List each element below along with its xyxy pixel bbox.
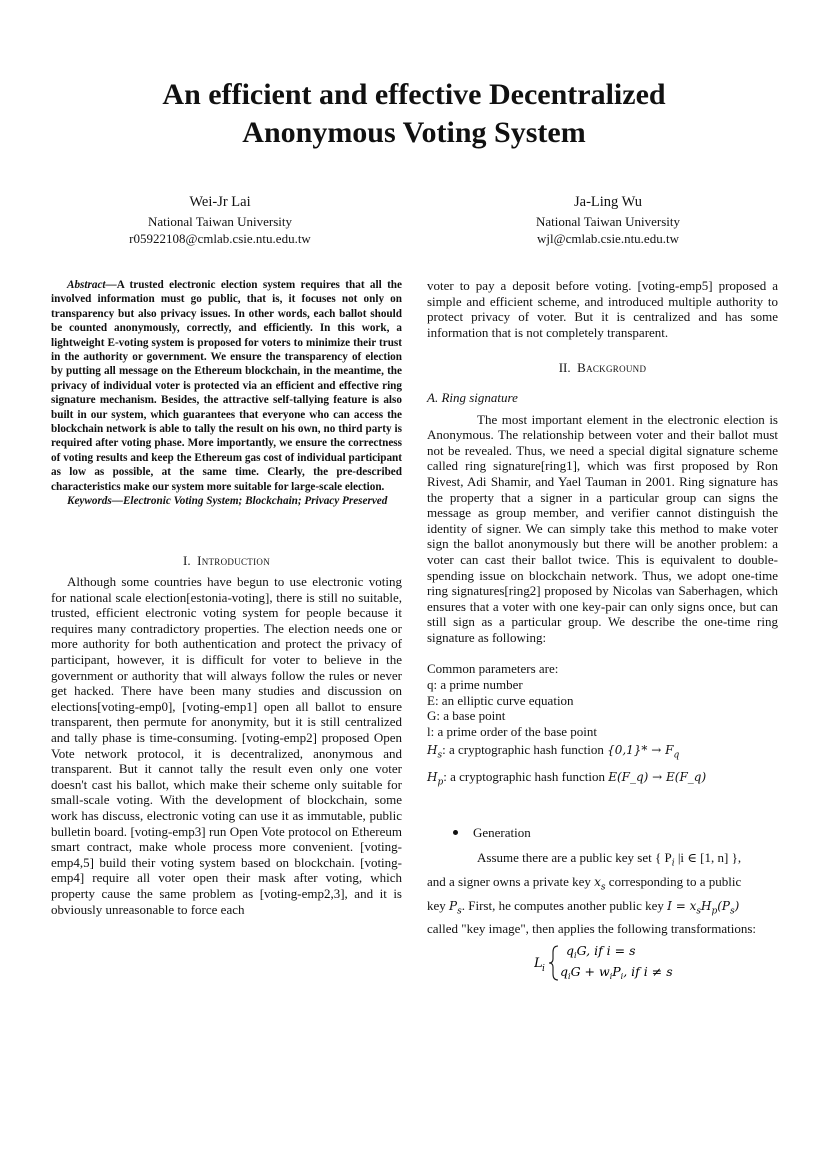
hash-s-mapping: {0,1}* → F	[607, 743, 674, 758]
generation-text: key	[427, 897, 450, 913]
hash-p-subscript: p	[437, 777, 444, 788]
author-name: Wei-Jr Lai	[189, 194, 251, 210]
generation-line-4: called "key image", then applies the following transformations:	[427, 921, 757, 937]
generation-text: . First, he computes another public key	[461, 897, 668, 913]
author-affiliation: National Taiwan University	[148, 214, 292, 229]
equation-lhs: L	[534, 956, 543, 971]
title-line-2: Anonymous Voting System	[242, 116, 586, 149]
parameters-block	[427, 661, 778, 790]
right-column	[427, 278, 778, 937]
param-item: E: an elliptic curve equation	[427, 692, 574, 708]
hash-s-mapping-subscript: q	[673, 751, 680, 762]
hash-p-description: : a cryptographic hash function	[443, 768, 609, 784]
param-item: G: a base point	[427, 708, 506, 724]
parameters-intro: Common parameters are:	[427, 661, 559, 677]
generation-paragraph	[427, 849, 778, 937]
section-heading-introduction	[51, 553, 402, 569]
generation-text: |i ∈ [1, n] },	[674, 850, 742, 866]
author-name: Ja-Ling Wu	[573, 194, 642, 210]
hash-s-symbol: H	[427, 743, 438, 758]
hash-s-subscript: s	[437, 751, 443, 762]
ring-signature-paragraph: The most important element in the electronic election is Anonymous. The relationship between voter and their ballot must not be revealed. Thus, we need a special digital signature scheme called ring signature[ring1], which was first proposed by Ron Rivest, Adi Shamir, and Yael Tauman in 2001. Ring signature has the property that a signer in a particular group can signs the message as group member, and verifier cannot distinguish the identity of signer. We can simply take this method to make voter sign the ballot anonymously but there will be another problem: a voter can cast their ballot twice. This is equivalent to double-spending issue on blockchain network. Thus, we adopt one-time ring signatures[ring2] proposed by Nicolas van Saberhagen, which ensures that a voter with one key-pair can only signs once, but can still sign as a particular group. We describe the one-time ring signature as following:	[427, 411, 778, 645]
abstract	[51, 278, 402, 494]
author-block-1	[90, 193, 350, 247]
generation-text: corresponding to a public	[605, 874, 742, 889]
generation-text: Assume there are a public key set { P	[477, 850, 672, 866]
author-email: wjl@cmlab.csie.ntu.edu.tw	[537, 230, 679, 246]
paper-title	[0, 76, 828, 152]
param-item: l: a prime order of the base point	[427, 723, 598, 739]
bullet-label: Generation	[473, 824, 531, 840]
svg-text:i: i	[542, 964, 545, 974]
bullet-dot-icon	[453, 830, 458, 835]
param-hash-p	[427, 769, 778, 791]
abstract-lead: Abstract—	[67, 279, 117, 291]
abstract-text: A trusted electronic election system requires that all the involved information must go public, that is, it focuses not only on transparency but also privacy issues. In other words, each ballot should be counted anonymously, correctly, and efficiently. In this work, a lightweight E-voting system is proposed for voters to minimize their trust in the authority or government. We ensure the transparency of election by putting all message on the Ethereum blockchain, in the meantime, the privacy of individual voter is protected via an efficient and effective ring signature mechanism. Besides, the attractive self-tallying feature is also built in our system, which guarantees that everyone who can access the blockchain network is able to tally the result on his own, no third party is required after voting phase. More importantly, we ensure the correctness of voting results and keep the Ethereum gas cost of individual participant as low as possible, at the same time. Clearly, the pre-described characteristics make our system more suitable for large-scale election.	[51, 279, 402, 493]
transformation-equation	[534, 940, 714, 989]
keywords: Keywords—Electronic Voting System; Blockchain; Privacy Preserved	[67, 495, 388, 508]
left-column	[51, 278, 402, 917]
introduction-paragraph: Although some countries have begun to use electronic voting for national scale election[estonia-voting], there is still no suitable, trusted, efficient electronic voting system for people because it requires many contradictory properties. The election needs one or more authority for both authentication and protect the privacy of participant, however, it is difficult for voter to believe in the government or authority that will always follow the rules or never get hacked. There have been many studies and discussion on elections[voting-emp0], [voting-emp1] open all ballot to ensure transparent, then permute for anonymity, but it is still centralized and tally phase is time-consuming. [voting-emp2] proposed Open Vote network protocol, it is decentralized, anonymous and transparent. But it cannot tally the result even only one voter doesn't cast his ballot, which make their scheme only suitable for small-scale voting. With the development of blockchain, some work has discuss, electronic voting can use it as immutable, public bulletin board. [voting-emp3] run Open Vote protocol on Ethereum smart contract, make whole process more convenient. [voting-emp4,5] build their voting system based on blockchain. [voting-emp4] require all voter open their mask after voting, which property cause the same problem as [voting-emp2,3], and it is obviously unreasonable to force each	[51, 574, 402, 917]
hash-p-mapping: E(F_q) → E(F_q)	[608, 769, 707, 784]
bullet-generation	[427, 825, 778, 841]
title-line-1: An efficient and effective Decentralized	[162, 78, 666, 111]
section-number: II.	[558, 360, 571, 376]
hash-s-description: : a cryptographic hash function	[442, 742, 608, 758]
hash-p-symbol: H	[427, 769, 438, 784]
section-number: I.	[182, 552, 191, 568]
author-email: r05922108@cmlab.csie.ntu.edu.tw	[129, 230, 311, 246]
section-heading-background	[427, 360, 778, 376]
param-hash-s	[427, 742, 778, 764]
author-block-2	[478, 193, 738, 247]
equation-case-1: $q_iG$, if i = s	[566, 943, 636, 960]
generation-text: and a signer owns a private key	[427, 874, 595, 889]
section-title: Background	[577, 360, 647, 376]
generation-line-2: and a signer owns a private key $x_s$ corresponding to a public	[427, 874, 742, 893]
generation-line-1: Assume there are a public key set { $P_i$ |i ∈ [1, n] },	[477, 850, 742, 869]
subsection-ring-signature: A. Ring signature	[427, 389, 518, 405]
author-affiliation: National Taiwan University	[536, 214, 680, 229]
equation-case-2: $q_iG + w_iP_i$, if i ≠ s	[560, 964, 673, 981]
generation-line-3: key $P_s$. First, he computes another public key $I = x_sH_p(P_s)$	[427, 897, 740, 917]
left-brace-icon	[549, 946, 558, 980]
section-title: Introduction	[197, 552, 271, 568]
equation-svg	[534, 940, 714, 986]
introduction-continued: voter to pay a deposit before voting. [voting-emp5] proposed a simple and efficient scheme, and introduced multiple authority to protect privacy of voter. But it is centralized and has some information that is not completely transparent.	[427, 278, 778, 340]
param-item: q: a prime number	[427, 677, 523, 693]
